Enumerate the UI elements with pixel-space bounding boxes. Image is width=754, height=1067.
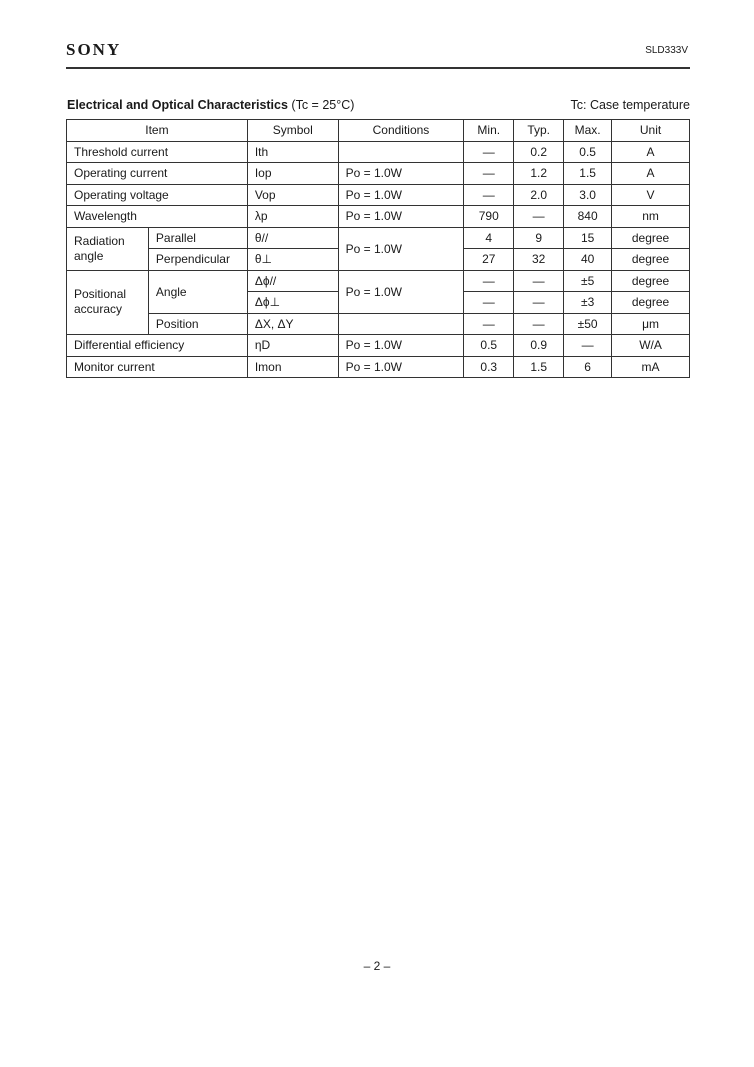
typ-cell: 0.2 <box>514 141 564 163</box>
page-number: – 2 – <box>363 959 391 973</box>
sub-item-cell: Perpendicular <box>148 249 247 271</box>
symbol-cell: Ith <box>247 141 338 163</box>
max-cell: ±3 <box>564 292 612 314</box>
symbol-cell: ΔX, ΔY <box>247 313 338 335</box>
typ-cell: 32 <box>514 249 564 271</box>
min-cell: — <box>464 141 514 163</box>
unit-cell: mA <box>612 356 690 378</box>
part-number: SLD333V <box>645 45 688 56</box>
column-header: Item <box>67 120 248 142</box>
characteristics-table <box>66 119 690 378</box>
column-header: Unit <box>612 120 690 142</box>
typ-cell: 0.9 <box>514 335 564 357</box>
unit-cell: V <box>612 184 690 206</box>
symbol-cell: ηD <box>247 335 338 357</box>
sub-item-cell: Parallel <box>148 227 247 249</box>
unit-cell: nm <box>612 206 690 228</box>
unit-cell: degree <box>612 292 690 314</box>
section-title-text: Electrical and Optical Characteristics <box>67 98 288 112</box>
table-row <box>67 313 690 335</box>
min-cell: — <box>464 184 514 206</box>
min-cell: 4 <box>464 227 514 249</box>
max-cell: 15 <box>564 227 612 249</box>
column-header: Max. <box>564 120 612 142</box>
item-cell: Operating voltage <box>67 184 248 206</box>
min-cell: — <box>464 313 514 335</box>
typ-cell: — <box>514 292 564 314</box>
unit-cell: W/A <box>612 335 690 357</box>
symbol-cell: Δϕ⊥ <box>247 292 338 314</box>
symbol-cell: Δϕ// <box>247 270 338 292</box>
max-cell: 1.5 <box>564 163 612 185</box>
symbol-cell: λp <box>247 206 338 228</box>
conditions-cell: Po = 1.0W <box>338 163 464 185</box>
conditions-cell: Po = 1.0W <box>338 356 464 378</box>
item-cell: Threshold current <box>67 141 248 163</box>
conditions-cell: Po = 1.0W <box>338 206 464 228</box>
conditions-cell <box>338 313 464 335</box>
max-cell: — <box>564 335 612 357</box>
column-header: Typ. <box>514 120 564 142</box>
typ-cell: 1.5 <box>514 356 564 378</box>
unit-cell: A <box>612 141 690 163</box>
table-header-row <box>67 120 690 142</box>
column-header: Conditions <box>338 120 464 142</box>
item-cell: Monitor current <box>67 356 248 378</box>
unit-cell: degree <box>612 249 690 271</box>
unit-cell: μm <box>612 313 690 335</box>
max-cell: 840 <box>564 206 612 228</box>
min-cell: 0.3 <box>464 356 514 378</box>
item-cell: Operating current <box>67 163 248 185</box>
item-cell: Radiation angle <box>67 227 149 270</box>
max-cell: ±5 <box>564 270 612 292</box>
typ-cell: 9 <box>514 227 564 249</box>
max-cell: 0.5 <box>564 141 612 163</box>
symbol-cell: Vop <box>247 184 338 206</box>
unit-cell: degree <box>612 270 690 292</box>
conditions-cell: Po = 1.0W <box>338 335 464 357</box>
max-cell: 40 <box>564 249 612 271</box>
min-cell: — <box>464 292 514 314</box>
sub-item-cell: Angle <box>148 270 247 313</box>
section-note: Tc: Case temperature <box>570 98 690 112</box>
typ-cell: 2.0 <box>514 184 564 206</box>
item-cell: Positional accuracy <box>67 270 149 335</box>
max-cell: ±50 <box>564 313 612 335</box>
table-row <box>67 141 690 163</box>
sub-item-cell: Position <box>148 313 247 335</box>
table-row <box>67 335 690 357</box>
section-title <box>67 98 354 112</box>
max-cell: 3.0 <box>564 184 612 206</box>
symbol-cell: θ// <box>247 227 338 249</box>
max-cell: 6 <box>564 356 612 378</box>
typ-cell: — <box>514 270 564 292</box>
symbol-cell: Imon <box>247 356 338 378</box>
typ-cell: — <box>514 313 564 335</box>
min-cell: 790 <box>464 206 514 228</box>
sony-logo: SONY <box>66 40 122 59</box>
header-rule <box>66 67 690 69</box>
column-header: Min. <box>464 120 514 142</box>
section-title-condition: (Tc = 25°C) <box>291 98 355 112</box>
table-row <box>67 184 690 206</box>
item-cell: Differential efficiency <box>67 335 248 357</box>
item-cell: Wavelength <box>67 206 248 228</box>
conditions-cell: Po = 1.0W <box>338 270 464 313</box>
min-cell: — <box>464 270 514 292</box>
table-row <box>67 206 690 228</box>
unit-cell: A <box>612 163 690 185</box>
conditions-cell: Po = 1.0W <box>338 184 464 206</box>
symbol-cell: θ⊥ <box>247 249 338 271</box>
symbol-cell: Iop <box>247 163 338 185</box>
table-row <box>67 163 690 185</box>
unit-cell: degree <box>612 227 690 249</box>
typ-cell: — <box>514 206 564 228</box>
table-row <box>67 356 690 378</box>
table-row <box>67 227 690 249</box>
min-cell: 27 <box>464 249 514 271</box>
min-cell: — <box>464 163 514 185</box>
table-row <box>67 270 690 292</box>
conditions-cell: Po = 1.0W <box>338 227 464 270</box>
typ-cell: 1.2 <box>514 163 564 185</box>
column-header: Symbol <box>247 120 338 142</box>
min-cell: 0.5 <box>464 335 514 357</box>
conditions-cell <box>338 141 464 163</box>
